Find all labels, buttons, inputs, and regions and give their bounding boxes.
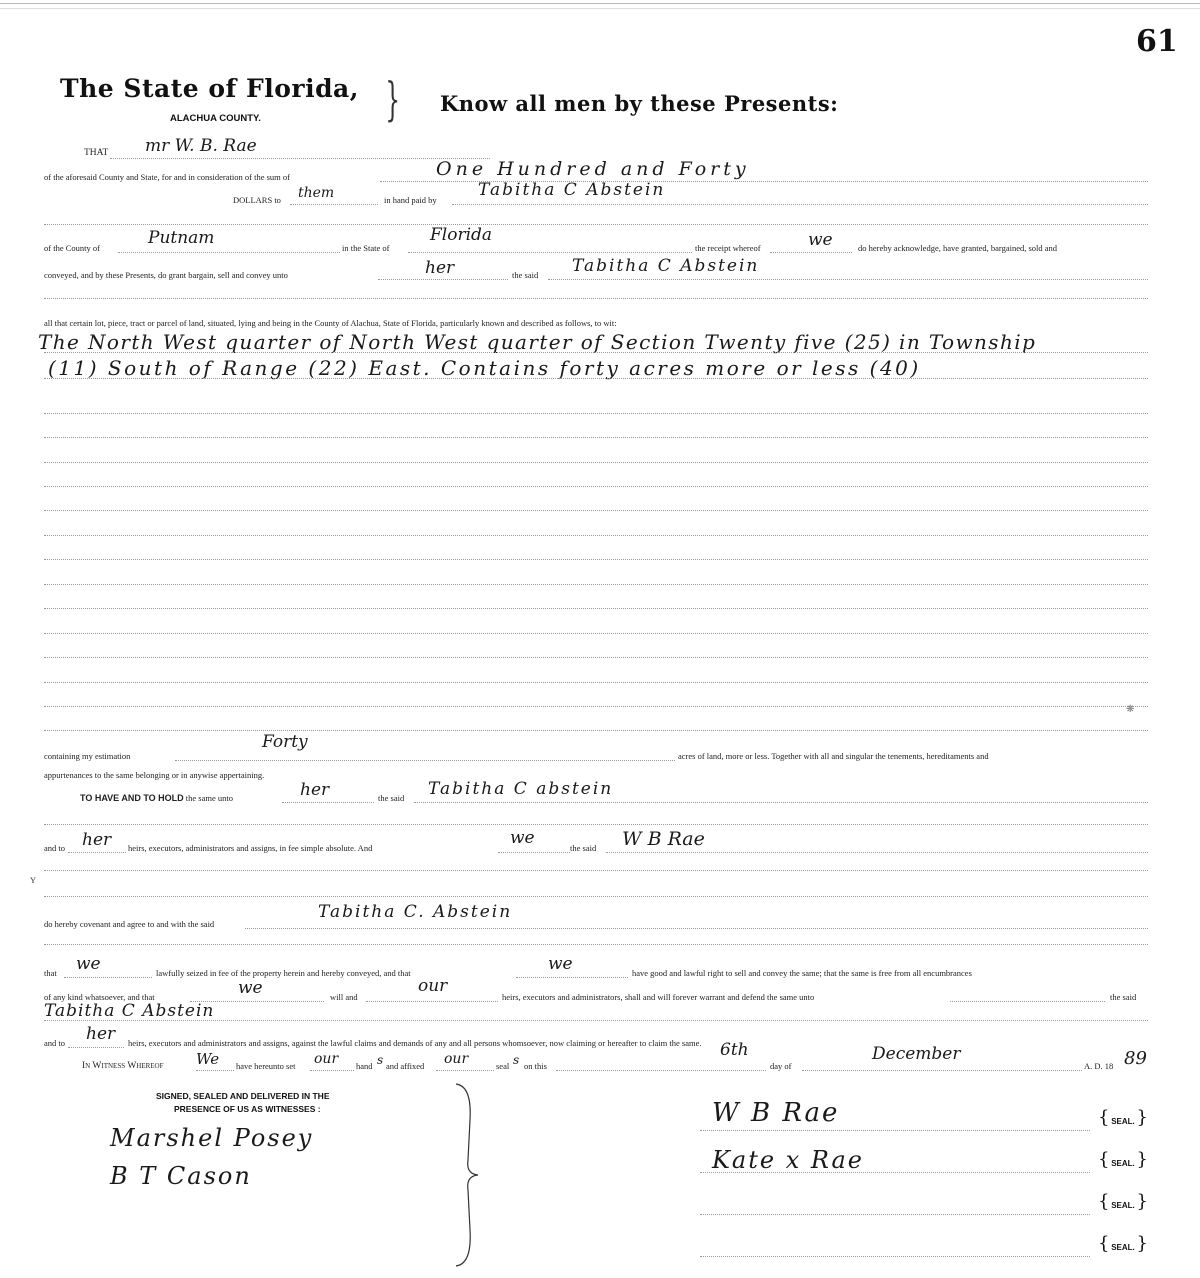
hw-hands-s: s (377, 1053, 384, 1067)
hw-year: 89 (1124, 1048, 1147, 1069)
rule (44, 437, 1148, 438)
hw-witness-1: Marshel Posey (110, 1124, 314, 1152)
seal-4: { SEAL. } (1108, 1240, 1138, 1256)
rule (44, 486, 1148, 487)
fill-line (548, 279, 1148, 280)
ad-label: A. D. 18 (1084, 1061, 1114, 1071)
hw-receipt-we: we (808, 230, 833, 250)
receipt-label: the receipt whereof (695, 243, 761, 253)
state-of-label: in the State of (342, 243, 390, 253)
witness-brace (452, 1080, 482, 1270)
hw-said-rae: W B Rae (622, 828, 705, 850)
that2-label: that (44, 968, 57, 978)
hw-day: 6th (720, 1040, 749, 1060)
rule (44, 824, 1148, 825)
in-witness-label: In Witness Whereof (82, 1061, 164, 1071)
fill-line (68, 852, 126, 853)
and-to-2-label: and to (44, 1038, 66, 1048)
rule (44, 730, 1148, 731)
lawfully-label: lawfully seized in fee of the property herein and hereby conveyed, and that (156, 968, 411, 978)
rule (44, 352, 1148, 353)
all-that-label: all that certain lot, piece, tract or parcel of land, situated, lying and being in the County of Alachua, State of Florida, particularly known and described as follows, to wit: (44, 318, 617, 328)
dollars-to-label: DOLLARS to (233, 195, 281, 205)
rule (44, 224, 1148, 225)
fill-line (282, 802, 374, 803)
rule (44, 298, 1148, 299)
hw-month: December (872, 1044, 961, 1064)
seal-on-label: seal (496, 1061, 510, 1071)
hw-and-that-we: we (548, 954, 573, 974)
paid-by-label: in hand paid by (384, 195, 437, 205)
hw-and-to-her: her (86, 1024, 116, 1044)
hw-hold-said: Tabitha C abstein (428, 779, 614, 799)
hw-witness-we: We (196, 1050, 220, 1068)
rule (44, 378, 1148, 379)
fill-line (408, 252, 692, 253)
fill-line (414, 802, 1148, 803)
rule (44, 413, 1148, 414)
fill-line (366, 1001, 498, 1002)
rule (44, 944, 1148, 945)
top-border-2 (0, 8, 1200, 9)
hw-witness-2: B T Cason (110, 1162, 252, 1190)
hw-signature-1: W B Rae (712, 1098, 840, 1128)
containing-label: containing my estimation (44, 751, 131, 761)
top-border (0, 3, 1200, 4)
rule (44, 633, 1148, 634)
to-have-label (80, 793, 233, 803)
fill-line (110, 158, 490, 159)
fill-line (310, 1070, 354, 1071)
said-label-3: the said (570, 843, 597, 853)
same-unto-text: the same unto (185, 793, 234, 803)
hw-county: Putnam (148, 228, 215, 248)
hw-hold-unto: her (300, 780, 330, 800)
hw-sum: One Hundred and Forty (436, 158, 750, 180)
fill-line (452, 204, 1148, 205)
fill-line (606, 852, 1148, 853)
rule (44, 682, 1148, 683)
hw-covenant-with: Tabitha C. Abstein (318, 902, 513, 922)
fill-line (68, 1047, 124, 1048)
fill-line (700, 1256, 1090, 1257)
appurtenances-label: appurtenances to the same belonging or in anywise appertaining. (44, 770, 265, 780)
have-good-label: have good and lawful right to sell and convey the same; that the same is free from all encumbrances (632, 968, 972, 978)
hw-grantee: Tabitha C Abstein (478, 180, 666, 200)
that-label: THAT (84, 148, 109, 158)
rule (44, 535, 1148, 536)
seal-3: { SEAL. } (1108, 1198, 1138, 1214)
hw-signature-2: Kate x Rae (712, 1146, 865, 1174)
fill-line (175, 760, 675, 761)
fill-line (700, 1130, 1090, 1131)
rule (44, 870, 1148, 871)
margin-mark: ʏ (30, 872, 36, 886)
county-label: ALACHUA COUNTY. (170, 113, 261, 124)
hereunto-label: have hereunto set (236, 1061, 296, 1071)
hw-affixed-our: our (444, 1051, 469, 1067)
hw-dollars-to: them (298, 185, 335, 201)
hw-seals-s: s (513, 1053, 520, 1067)
margin-speck: ❋ (1126, 704, 1135, 715)
hw-desc-line2: (11) South of Range (22) East. Contains forty acres more or less (40) (48, 356, 921, 380)
hand-label: hand (356, 1061, 373, 1071)
rule (44, 462, 1148, 463)
acres-label: acres of land, more or less. Together with all and singular the tenements, hereditaments and (678, 751, 989, 761)
fill-line (700, 1214, 1090, 1215)
lawful-claims-label: heirs, executors and administrators and assigns, against the lawful claims and demands of any and all persons whomsoever, now claiming or hereafter to claim the same. (128, 1038, 702, 1048)
fill-line (802, 1070, 1082, 1071)
fill-line (498, 852, 570, 853)
on-this-label: on this (524, 1061, 547, 1071)
signed-heading-1: SIGNED, SEALED AND DELIVERED IN THE (156, 1091, 330, 1101)
fill-line (556, 1070, 766, 1071)
and-to-label: and to (44, 843, 66, 853)
affixed-label: and affixed (386, 1061, 425, 1071)
signed-heading-2: PRESENCE OF US AS WITNESSES : (174, 1104, 321, 1114)
fill-line (950, 1001, 1105, 1002)
will-and-label: will and (330, 992, 358, 1002)
said-label-2: the said (378, 793, 405, 803)
fill-line (245, 928, 1148, 929)
said-label-4: the said (1110, 992, 1137, 1002)
acknowledge-label: do hereby acknowledge, have granted, bargained, sold and (858, 243, 1058, 253)
any-kind-label: of any kind whatsoever, and that (44, 992, 155, 1002)
aforesaid-label: of the aforesaid County and State, for and in consideration of the sum of (44, 172, 290, 182)
conveyed-label: conveyed, and by these Presents, do grant bargain, sell and convey unto (44, 270, 288, 280)
rule (44, 608, 1148, 609)
seal-1: { SEAL. } (1108, 1114, 1138, 1130)
fill-line (516, 977, 628, 978)
county-of-label: of the County of (44, 243, 100, 253)
day-of-label: day of (770, 1061, 792, 1071)
hw-set-our: our (314, 1051, 339, 1067)
said-label-1: the said (512, 270, 539, 280)
fill-line (290, 204, 378, 205)
hw-and-that-we2: we (238, 978, 263, 998)
hw-estimation: Forty (262, 732, 308, 752)
seal-2: { SEAL. } (1108, 1156, 1138, 1172)
hw-and-we: we (510, 828, 535, 848)
hw-defend-unto: Tabitha C Abstein (44, 1001, 215, 1021)
fill-line (64, 977, 152, 978)
hw-desc-line1: The North West quarter of North West quarter of Section Twenty five (25) in Township (38, 330, 1037, 354)
fill-line (436, 1070, 494, 1071)
rule (44, 896, 1148, 897)
hw-state: Florida (430, 225, 493, 245)
heirs-executors-label: heirs, executors and administrators, shall and will forever warrant and defend the same unto (502, 992, 815, 1002)
covenant-label: do hereby covenant and agree to and with the said (44, 919, 215, 929)
brace: } (385, 72, 400, 126)
rule (44, 1020, 1148, 1021)
hw-our: our (418, 976, 448, 996)
hw-grantor: mr W. B. Rae (145, 136, 257, 156)
fill-line (118, 252, 340, 253)
rule (44, 584, 1148, 585)
hw-that-we: we (76, 954, 101, 974)
hw-said-grantee: Tabitha C Abstein (572, 256, 760, 276)
page-number: 61 (1136, 24, 1178, 59)
to-have-bold: TO HAVE AND TO HOLD (80, 793, 184, 803)
fill-line (770, 252, 852, 253)
presents-heading: Know all men by these Presents: (440, 91, 839, 116)
rule (44, 706, 1148, 707)
state-title: The State of Florida, (60, 74, 359, 103)
rule (44, 510, 1148, 511)
fill-line (196, 1070, 234, 1071)
rule (44, 559, 1148, 560)
fill-line (378, 279, 508, 280)
hw-and-to-heirs: her (82, 830, 112, 850)
fee-simple-label: heirs, executors, administrators and assigns, in fee simple absolute. And (128, 843, 373, 853)
hw-unto: her (425, 258, 455, 278)
rule (44, 657, 1148, 658)
fill-line (700, 1172, 1090, 1173)
